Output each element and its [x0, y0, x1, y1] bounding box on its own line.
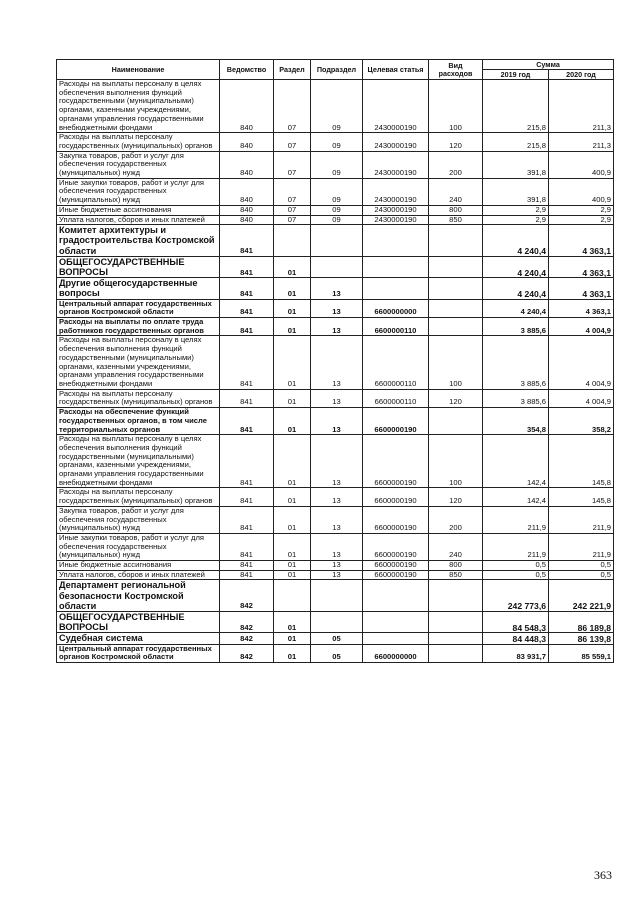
row-2020: 2,9 [549, 215, 614, 225]
row-subsection: 09 [311, 178, 363, 205]
row-2019: 215,8 [483, 80, 549, 133]
header-year-2019: 2019 год [483, 70, 549, 80]
row-kind: 120 [429, 133, 483, 151]
row-kind [429, 580, 483, 612]
row-subsection [311, 256, 363, 277]
row-2019: 2,9 [483, 205, 549, 215]
row-kind: 850 [429, 215, 483, 225]
row-subsection [311, 225, 363, 257]
row-2019: 2,9 [483, 215, 549, 225]
row-name: Закупка товаров, работ и услуг для обеспечения государственных (муниципальных) нужд [57, 506, 220, 533]
row-dept: 841 [220, 256, 274, 277]
row-kind: 240 [429, 178, 483, 205]
header-dept: Ведомство [220, 60, 274, 80]
row-2019: 83 931,7 [483, 644, 549, 662]
header-target: Целевая статья [363, 60, 429, 80]
row-subsection: 13 [311, 506, 363, 533]
row-section: 01 [274, 533, 311, 560]
row-section: 01 [274, 561, 311, 571]
row-target: 2430000190 [363, 151, 429, 178]
budget-table [56, 59, 614, 663]
row-2020: 211,3 [549, 133, 614, 151]
row-name: Расходы на выплаты персоналу государственных (муниципальных) органов [57, 133, 220, 151]
row-dept: 840 [220, 151, 274, 178]
row-target: 6600000110 [363, 318, 429, 336]
row-2019: 4 240,4 [483, 299, 549, 317]
row-name: Уплата налогов, сборов и иных платежей [57, 215, 220, 225]
row-2019: 3 885,6 [483, 336, 549, 389]
row-dept: 841 [220, 278, 274, 299]
row-2020: 86 139,8 [549, 633, 614, 644]
row-section: 07 [274, 133, 311, 151]
row-name: Расходы на выплаты персоналу государственных (муниципальных) органов [57, 389, 220, 407]
row-name: Департамент региональной безопасности Костромской области [57, 580, 220, 612]
row-dept: 841 [220, 533, 274, 560]
table-row [57, 389, 614, 407]
row-2019: 0,5 [483, 561, 549, 571]
row-target: 6600000190 [363, 488, 429, 506]
row-2020: 85 559,1 [549, 644, 614, 662]
row-section [274, 580, 311, 612]
row-dept: 841 [220, 225, 274, 257]
row-kind: 120 [429, 389, 483, 407]
row-2020: 4 004,9 [549, 389, 614, 407]
row-section: 01 [274, 408, 311, 435]
table-row [57, 299, 614, 317]
row-2020: 145,8 [549, 488, 614, 506]
table-row [57, 408, 614, 435]
row-name: Другие общегосударственные вопросы [57, 278, 220, 299]
row-name: Расходы на обеспечение функций государственных органов, в том числе территориальных органов [57, 408, 220, 435]
row-target [363, 256, 429, 277]
row-target: 6600000000 [363, 299, 429, 317]
row-2020: 4 363,1 [549, 256, 614, 277]
row-2019: 354,8 [483, 408, 549, 435]
budget-table-sheet [56, 59, 613, 663]
row-subsection: 13 [311, 408, 363, 435]
row-kind: 200 [429, 506, 483, 533]
row-section: 01 [274, 389, 311, 407]
row-subsection: 13 [311, 570, 363, 580]
row-subsection [311, 612, 363, 633]
row-name: Расходы на выплаты персоналу государственных (муниципальных) органов [57, 488, 220, 506]
row-2019: 211,9 [483, 533, 549, 560]
row-2019: 3 885,6 [483, 318, 549, 336]
row-section: 01 [274, 318, 311, 336]
row-2019: 391,8 [483, 178, 549, 205]
row-2019: 142,4 [483, 435, 549, 488]
row-kind: 240 [429, 533, 483, 560]
row-name: Комитет архитектуры и градостроительства Костромской области [57, 225, 220, 257]
row-kind [429, 318, 483, 336]
row-section: 01 [274, 435, 311, 488]
table-row [57, 178, 614, 205]
row-dept: 841 [220, 318, 274, 336]
row-2020: 211,9 [549, 506, 614, 533]
row-2020: 86 189,8 [549, 612, 614, 633]
table-row [57, 318, 614, 336]
row-2020: 0,5 [549, 570, 614, 580]
row-subsection: 09 [311, 205, 363, 215]
row-2019: 215,8 [483, 133, 549, 151]
row-2020: 4 004,9 [549, 336, 614, 389]
row-target: 2430000190 [363, 80, 429, 133]
row-subsection: 09 [311, 80, 363, 133]
table-row [57, 133, 614, 151]
row-name: Уплата налогов, сборов и иных платежей [57, 570, 220, 580]
row-kind [429, 408, 483, 435]
row-subsection: 13 [311, 318, 363, 336]
row-kind [429, 256, 483, 277]
row-2020: 400,9 [549, 151, 614, 178]
row-target: 6600000110 [363, 336, 429, 389]
row-section: 01 [274, 506, 311, 533]
row-2019: 142,4 [483, 488, 549, 506]
row-section: 07 [274, 178, 311, 205]
row-2020: 242 221,9 [549, 580, 614, 612]
row-target: 6600000190 [363, 561, 429, 571]
row-dept: 841 [220, 389, 274, 407]
row-2019: 3 885,6 [483, 389, 549, 407]
row-2020: 4 363,1 [549, 299, 614, 317]
row-subsection: 05 [311, 644, 363, 662]
table-row [57, 533, 614, 560]
row-name: Иные бюджетные ассигнования [57, 205, 220, 215]
row-name: Иные бюджетные ассигнования [57, 561, 220, 571]
row-target: 2430000190 [363, 133, 429, 151]
row-target: 6600000190 [363, 533, 429, 560]
header-sum: Сумма [483, 60, 614, 70]
table-row [57, 336, 614, 389]
row-target: 2430000190 [363, 205, 429, 215]
table-row [57, 644, 614, 662]
row-name: Центральный аппарат государственных органов Костромской области [57, 299, 220, 317]
row-kind: 800 [429, 561, 483, 571]
row-name: Центральный аппарат государственных органов Костромской области [57, 644, 220, 662]
table-row [57, 488, 614, 506]
row-target: 6600000000 [363, 644, 429, 662]
row-target: 6600000190 [363, 570, 429, 580]
row-subsection: 13 [311, 278, 363, 299]
table-row [57, 215, 614, 225]
row-2020: 211,3 [549, 80, 614, 133]
row-name: ОБЩЕГОСУДАРСТВЕННЫЕ ВОПРОСЫ [57, 612, 220, 633]
table-row [57, 151, 614, 178]
table-row [57, 205, 614, 215]
row-dept: 841 [220, 435, 274, 488]
row-target: 6600000190 [363, 408, 429, 435]
header-year-2020: 2020 год [549, 70, 614, 80]
row-2019: 84 448,3 [483, 633, 549, 644]
row-dept: 841 [220, 488, 274, 506]
header-subsection: Подраздел [311, 60, 363, 80]
row-dept: 840 [220, 215, 274, 225]
row-name: Расходы на выплаты персоналу в целях обеспечения выполнения функций государственными (муниципальными) органами, казенными учреждениями, органами управления государственными внебюджетными фондами [57, 435, 220, 488]
row-section: 07 [274, 205, 311, 215]
row-section: 01 [274, 278, 311, 299]
row-2019: 242 773,6 [483, 580, 549, 612]
row-subsection: 09 [311, 215, 363, 225]
row-subsection: 09 [311, 133, 363, 151]
table-row [57, 225, 614, 257]
row-2020: 400,9 [549, 178, 614, 205]
row-2019: 0,5 [483, 570, 549, 580]
row-section: 01 [274, 256, 311, 277]
row-2020: 0,5 [549, 561, 614, 571]
row-subsection: 13 [311, 533, 363, 560]
row-target [363, 278, 429, 299]
row-2020: 145,8 [549, 435, 614, 488]
row-target [363, 612, 429, 633]
row-2019: 211,9 [483, 506, 549, 533]
row-dept: 840 [220, 133, 274, 151]
row-dept: 842 [220, 633, 274, 644]
row-section: 01 [274, 336, 311, 389]
row-kind [429, 225, 483, 257]
table-row [57, 570, 614, 580]
row-kind: 100 [429, 336, 483, 389]
row-name: Закупка товаров, работ и услуг для обеспечения государственных (муниципальных) нужд [57, 151, 220, 178]
row-kind: 100 [429, 435, 483, 488]
row-name: Расходы на выплаты по оплате труда работников государственных органов [57, 318, 220, 336]
table-row [57, 256, 614, 277]
row-2019: 391,8 [483, 151, 549, 178]
row-2019: 4 240,4 [483, 225, 549, 257]
row-2020: 211,9 [549, 533, 614, 560]
row-dept: 841 [220, 561, 274, 571]
row-dept: 840 [220, 178, 274, 205]
row-target: 6600000110 [363, 389, 429, 407]
header-name: Наименование [57, 60, 220, 80]
table-row [57, 80, 614, 133]
row-target [363, 633, 429, 644]
table-row [57, 633, 614, 644]
table-row [57, 612, 614, 633]
row-name: Расходы на выплаты персоналу в целях обеспечения выполнения функций государственными (муниципальными) органами, казенными учреждениями, органами управления государственными внебюджетными фондами [57, 336, 220, 389]
row-subsection: 13 [311, 435, 363, 488]
header-section: Раздел [274, 60, 311, 80]
row-2019: 4 240,4 [483, 256, 549, 277]
row-subsection: 13 [311, 336, 363, 389]
table-row [57, 580, 614, 612]
row-section: 01 [274, 299, 311, 317]
row-dept: 841 [220, 570, 274, 580]
row-kind [429, 644, 483, 662]
row-name: Расходы на выплаты персоналу в целях обеспечения выполнения функций государственными (муниципальными) органами, казенными учреждениями, органами управления государственными внебюджетными фондами [57, 80, 220, 133]
row-target [363, 580, 429, 612]
row-target: 6600000190 [363, 435, 429, 488]
row-kind [429, 612, 483, 633]
row-dept: 841 [220, 299, 274, 317]
row-dept: 840 [220, 80, 274, 133]
row-subsection [311, 580, 363, 612]
row-2019: 4 240,4 [483, 278, 549, 299]
row-kind: 850 [429, 570, 483, 580]
row-kind: 200 [429, 151, 483, 178]
row-section [274, 225, 311, 257]
table-row [57, 561, 614, 571]
row-subsection: 05 [311, 633, 363, 644]
row-section: 07 [274, 215, 311, 225]
table-body [57, 80, 614, 663]
page-number: 363 [594, 868, 612, 882]
row-dept: 842 [220, 612, 274, 633]
row-2020: 358,2 [549, 408, 614, 435]
row-kind [429, 278, 483, 299]
row-subsection: 09 [311, 151, 363, 178]
row-subsection: 13 [311, 299, 363, 317]
row-section: 01 [274, 633, 311, 644]
row-dept: 841 [220, 336, 274, 389]
row-kind: 100 [429, 80, 483, 133]
row-section: 01 [274, 612, 311, 633]
row-kind [429, 299, 483, 317]
row-dept: 841 [220, 506, 274, 533]
row-target: 2430000190 [363, 178, 429, 205]
row-name: Иные закупки товаров, работ и услуг для обеспечения государственных (муниципальных) нужд [57, 533, 220, 560]
row-name: ОБЩЕГОСУДАРСТВЕННЫЕ ВОПРОСЫ [57, 256, 220, 277]
row-2020: 4 363,1 [549, 278, 614, 299]
row-2019: 84 548,3 [483, 612, 549, 633]
row-section: 07 [274, 80, 311, 133]
row-target: 2430000190 [363, 215, 429, 225]
row-subsection: 13 [311, 561, 363, 571]
row-2020: 4 004,9 [549, 318, 614, 336]
row-2020: 4 363,1 [549, 225, 614, 257]
row-subsection: 13 [311, 488, 363, 506]
table-row [57, 435, 614, 488]
row-target [363, 225, 429, 257]
row-kind: 120 [429, 488, 483, 506]
row-section: 01 [274, 644, 311, 662]
table-row [57, 506, 614, 533]
row-name: Судебная система [57, 633, 220, 644]
header-kind: Вид расходов [429, 60, 483, 80]
row-section: 01 [274, 570, 311, 580]
row-kind [429, 633, 483, 644]
row-dept: 842 [220, 644, 274, 662]
row-dept: 841 [220, 408, 274, 435]
row-name: Иные закупки товаров, работ и услуг для обеспечения государственных (муниципальных) нужд [57, 178, 220, 205]
row-section: 01 [274, 488, 311, 506]
row-target: 6600000190 [363, 506, 429, 533]
table-row [57, 278, 614, 299]
row-kind: 800 [429, 205, 483, 215]
row-dept: 842 [220, 580, 274, 612]
row-dept: 840 [220, 205, 274, 215]
row-subsection: 13 [311, 389, 363, 407]
row-section: 07 [274, 151, 311, 178]
row-2020: 2,9 [549, 205, 614, 215]
